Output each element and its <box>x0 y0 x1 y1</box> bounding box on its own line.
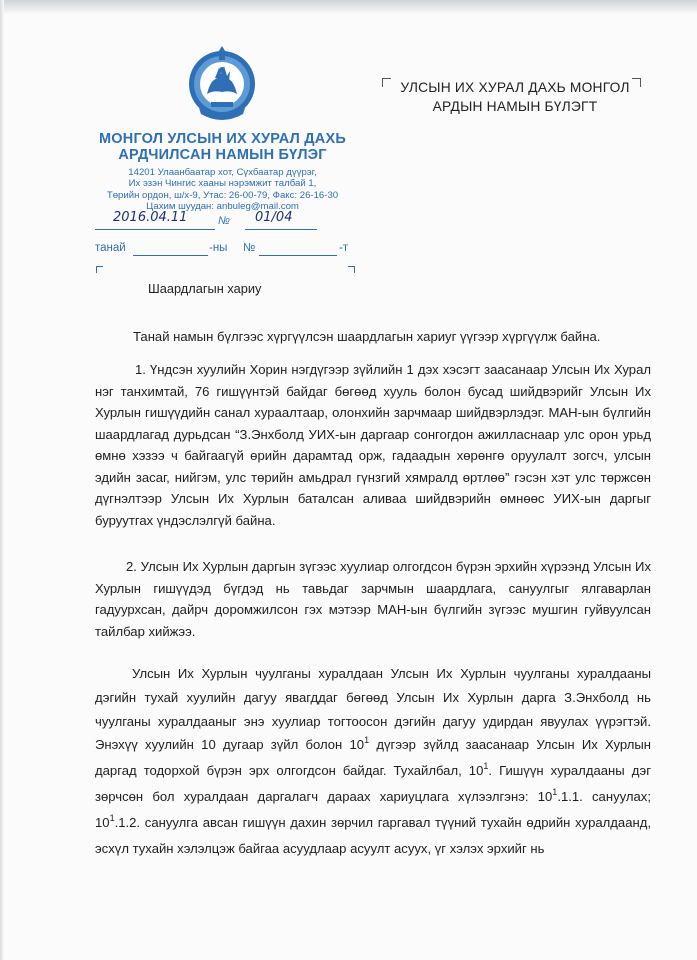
recipient-bracket-left <box>382 78 391 87</box>
p3-text-e: .1.2. сануулга авсан гишүүн дахин зөрчил гаргавал түүний тухайн өдрийн хуралдаанд, эсхүл тухайн хэлэлцэж байгаа асуудлаар асуулт асуух, үг хэлэх эрхийг нь <box>95 814 651 856</box>
reference-date: 2016.04.11 <box>113 210 188 225</box>
number-line <box>245 229 317 230</box>
p3-superscript-3: 1 <box>552 786 558 797</box>
your-number-line <box>259 255 337 256</box>
p3-text-a: Улсын Их Хурлын чуулганы хуралдаан Улсын Их Хурлын чуулганы хуралдааны дэгийн тухай хуулийн дагуу явагддаг бөгөөд Улсын Их Хурлын дарга З.Энхболд нь чуулганы хуралдааныг энэ хуулиар тогтоосон дэгийн дагуу удирдан явуулах үүрэгтэй. Энэхүү хуулийн 10 дугаар зүйл болон 10 <box>95 666 651 753</box>
p3-text-b: дүгээр зүйлд заасанаар Улсын Их Хурлын даргад тодорхой бүрэн эрх олгогдсон байдаг. Тухайлбал, 10 <box>95 737 651 779</box>
recipient-line2: АРДЫН НАМЫН БҮЛЭГТ <box>432 99 598 114</box>
org-address <box>90 167 355 213</box>
p3-superscript-2: 1 <box>483 761 489 772</box>
date-line <box>95 229 215 230</box>
org-name-line2: АРДЧИЛСАН НАМЫН БҮЛЭГ <box>118 147 327 163</box>
subject: Шаардлагын хариу <box>148 281 262 296</box>
scan-left-edge <box>0 0 4 960</box>
p3-superscript-4: 1 <box>109 812 115 823</box>
address-bracket-left <box>96 266 103 273</box>
p3-superscript-1: 1 <box>364 735 370 746</box>
your-suffix: -ны <box>209 242 228 254</box>
intro-paragraph: Танай намын бүлгээс хүргүүлсэн шаардлагын хариуг үүгээр хүргүүлж байна. <box>133 329 601 344</box>
state-emblem-icon <box>187 44 257 122</box>
paragraph-3 <box>95 662 651 860</box>
org-name <box>90 131 355 163</box>
address-bracket-right <box>348 266 355 273</box>
reference-number: 01/04 <box>255 210 293 225</box>
your-date-line <box>133 255 208 256</box>
address-line4: Цахим шуудан: anbuleg@mail.com <box>146 201 299 213</box>
your-label: танай <box>95 242 126 254</box>
org-name-line1: МОНГОЛ УЛСЫН ИХ ХУРАЛ ДАХЬ <box>99 131 346 147</box>
address-line1: 14201 Улаанбаатар хот, Сүхбаатар дүүрэг, <box>128 167 317 178</box>
paragraph-1: 1. Үндсэн хуулийн Хорин нэгдүгээр зүйлийн 1 дэх хэсэгт заасанаар Улсын Их Хурал нэг танхимтай, 76 гишүүнтэй байдаг бөгөөд хууль болон бусад шийдвэрийг Улсын Их Хурлын гишүүдийн санал хураалтаар, олонхийн зарчмаар шийдвэрлэдэг. МАН-ын бүлгийн шаардлагад дурьдсан “З.Энхболд УИХ-ын даргаар сонгогдон ажилласнаар улс орон урьд өмнө хэзээ ч байгаагүй өрийн дарамтад орж, гадаадын хөрөнгө оруулалт зогсч, улсын эдийн засаг, нийгэм, улс төрийн амьдрал гүнзгий хямралд өртлөө” гэсэн хэт улс төржсөн дүгнэлтээр Улсын Их Хурлын баталсан аливаа шийдвэрийн өмнөөс УИХ-ын даргыг буруутгах үндэслэлгүй байна. <box>95 362 651 528</box>
scan-top-edge <box>0 0 697 14</box>
your-to-suffix: -т <box>339 242 349 254</box>
recipient <box>395 78 635 116</box>
recipient-line1: УЛСЫН ИХ ХУРАЛ ДАХЬ МОНГОЛ <box>400 80 630 95</box>
p3-text-d: .1.1. сануулах; 10 <box>95 788 651 830</box>
your-reference-row <box>95 242 360 260</box>
your-number-sign: № <box>243 242 256 254</box>
number-sign: № <box>218 215 230 227</box>
address-line3: Төрийн ордон, ш/х-9, Утас: 26-00-79, Факс: 26-16-30 <box>106 189 339 201</box>
address-line2: Их эзэн Чингис хааны нэрэмжит талбай 1, <box>128 178 317 190</box>
paragraph-2: 2. Улсын Их Хурлын даргын зүгээс хуулиар олгогдсон бүрэн эрхийн хүрээнд Улсын Их Хурлын гишүүдэд бүгдэд нь тавьдаг зарчмын шаардлага, сануулгыг ялгаварлан гадуурхсан, дайрч доромжилсон гэх мэтээр МАН-ын бүлгийн зүгээс мушгин гуйвуулсан тайлбар хийжээ. <box>95 559 651 639</box>
reference-row <box>95 210 355 233</box>
p3-text-c: . Гишүүн хуралдааны дэг зөрчсөн бол хуралдаан даргалагч дараах хариуцлага хүлээлгэнэ: 10 <box>95 763 651 804</box>
